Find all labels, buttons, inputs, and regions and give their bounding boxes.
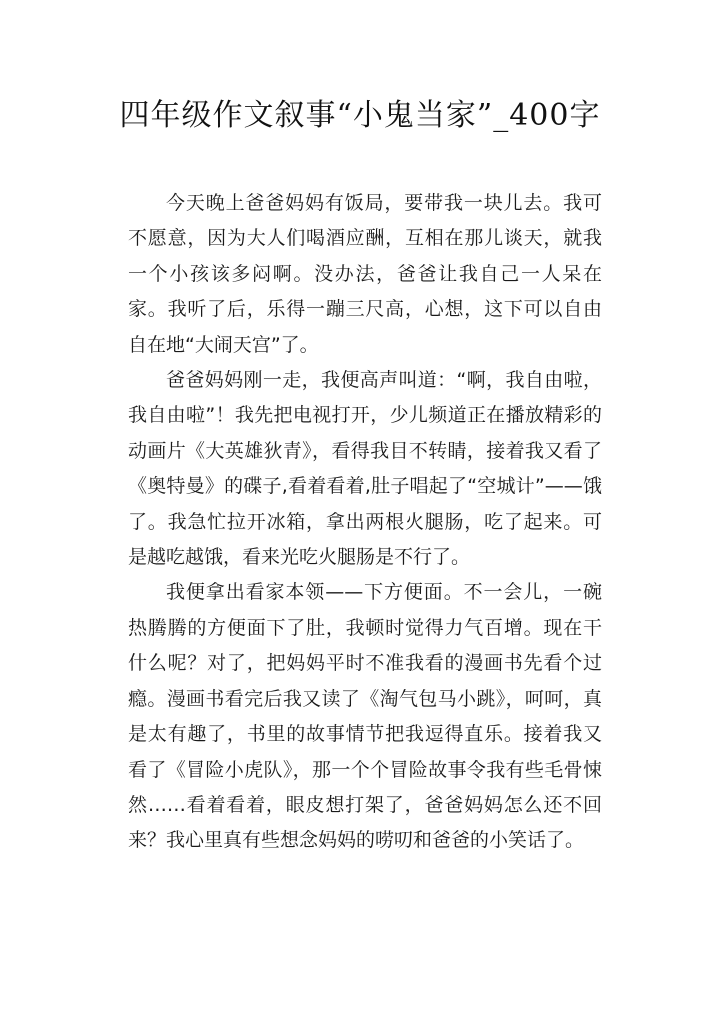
paragraph-2: 爸爸妈妈刚一走，我便高声叫道：“啊，我自由啦，我自由啦”！我先把电视打开，少儿频道正在播放精彩的动画片《大英雄狄青》，看得我目不转睛，接着我又看了《奥特曼》的碟子,看着看着,肚子唱起了“空城计”——饿了。我急忙拉开冰箱，拿出两根火腿肠，吃了起来。可是越吃越饿，看来光吃火腿肠是不行了。 xyxy=(128,369,602,569)
document-title: 四年级作文叙事“小鬼当家”_400字 xyxy=(119,98,601,133)
paragraph-1: 今天晚上爸爸妈妈有饭局，要带我一块儿去。我可不愿意，因为大人们喝酒应酬，互相在那儿谈天，就我一个小孩该多闷啊。没办法，爸爸让我自己一人呆在家。我听了后，乐得一蹦三尺高，心想，这下可以自由自在地“大闹天宫”了。 xyxy=(128,192,602,356)
document-body xyxy=(128,186,602,859)
paragraph-3: 我便拿出看家本领——下方便面。不一会儿，一碗热腾腾的方便面下了肚，我顿时觉得力气百增。现在干什么呢？对了，把妈妈平时不准我看的漫画书先看个过瘾。漫画书看完后我又读了《淘气包马小跳》，呵呵，真是太有趣了，书里的故事情节把我逗得直乐。接着我又看了《冒险小虎队》，那一个个冒险故事令我有些毛骨悚然……看着看着，眼皮想打架了，爸爸妈妈怎么还不回来？我心里真有些想念妈妈的唠叨和爸爸的小笑话了。 xyxy=(128,581,602,852)
